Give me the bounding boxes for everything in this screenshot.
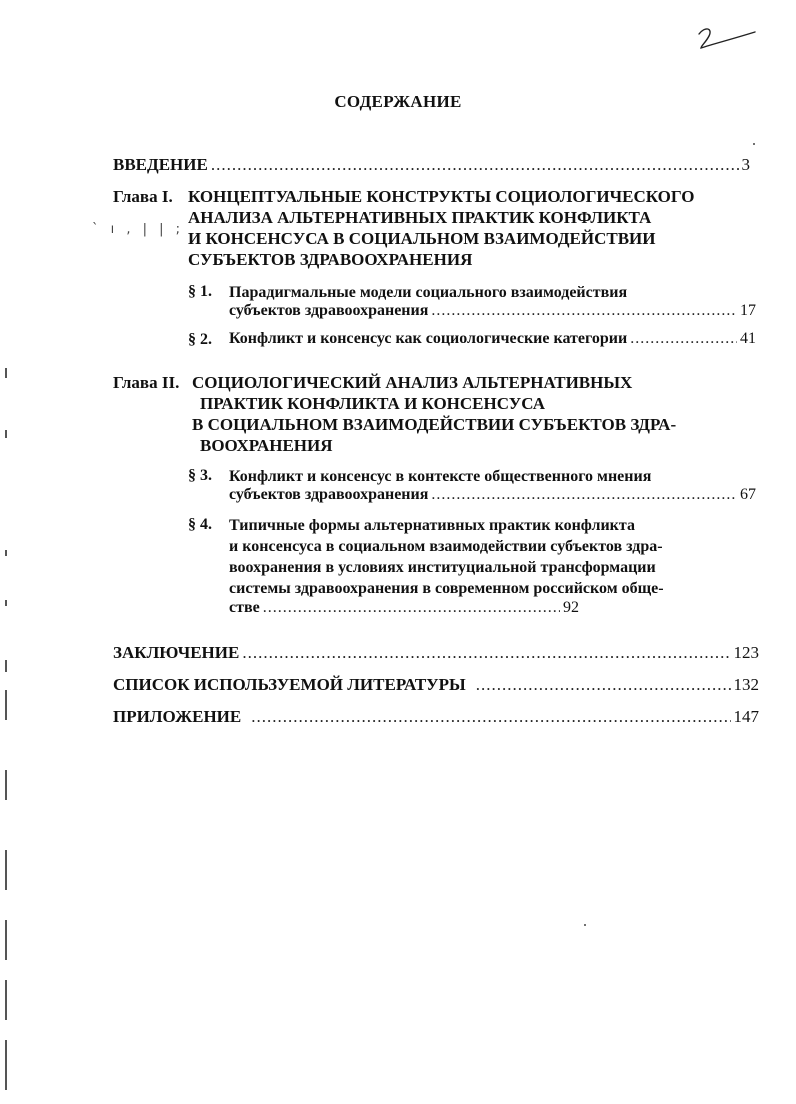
- chapter-1-title-line: КОНЦЕПТУАЛЬНЫЕ КОНСТРУКТЫ СОЦИОЛОГИЧЕСКОГО: [188, 187, 695, 206]
- toc-entry-section-4: [229, 599, 579, 617]
- toc-entry-label: субъектов здравоохранения: [229, 302, 429, 319]
- toc-entry-label: ЗАКЛЮЧЕНИЕ: [113, 643, 240, 662]
- chapter-2-label: Глава II.: [113, 373, 180, 392]
- leader-dots: [242, 643, 730, 663]
- scan-artifact: ` ı , | | ;: [92, 222, 185, 237]
- toc-entry-label: ПРИЛОЖЕНИЕ: [113, 707, 242, 726]
- section-4-title-line: и консенсуса в социальном взаимодействии субъектов здра-: [229, 538, 663, 555]
- section-4-title: [229, 515, 664, 599]
- section-3-number: § 3.: [188, 467, 212, 484]
- toc-entry-page: 3: [741, 155, 750, 174]
- toc-entry-page: 123: [733, 643, 759, 662]
- toc-entry-page: 17: [740, 302, 756, 319]
- handwritten-page-number: [695, 24, 765, 54]
- toc-entry-label: субъектов здравоохранения: [229, 486, 429, 503]
- chapter-2-title-line: ПРАКТИК КОНФЛИКТА И КОНСЕНСУСА: [200, 394, 545, 413]
- section-4-title-line: воохранения в условиях институциальной трансформации: [229, 559, 656, 576]
- scan-speck: [584, 924, 586, 926]
- toc-entry-label: СПИСОК ИСПОЛЬЗУЕМОЙ ЛИТЕРАТУРЫ: [113, 675, 466, 694]
- section-4-title-line: Типичные формы альтернативных практик конфликта: [229, 517, 635, 534]
- page-number-scribble-icon: [695, 24, 765, 54]
- toc-entry-page: 132: [733, 675, 759, 694]
- leader-dots: [431, 486, 737, 504]
- section-4-title-line: системы здравоохранения в современном российском обще-: [229, 580, 664, 597]
- toc-entry-conclusion: [113, 643, 759, 663]
- scan-speck: [753, 143, 755, 145]
- section-2-number: § 2.: [188, 331, 212, 348]
- leader-dots: [630, 330, 737, 348]
- chapter-2-title-line: ВООХРАНЕНИЯ: [200, 436, 333, 455]
- toc-entry-page: 67: [740, 486, 756, 503]
- chapter-1-title-line: И КОНСЕНСУСА В СОЦИАЛЬНОМ ВЗАИМОДЕЙСТВИИ: [188, 229, 656, 248]
- toc-entry-page: 92: [563, 599, 579, 616]
- toc-entry-section-3: [229, 486, 756, 504]
- scan-margin-artifacts: [0, 360, 20, 1100]
- toc-entry-appendix: [113, 707, 759, 727]
- section-4-number: § 4.: [188, 516, 212, 533]
- section-1-title-line: Парадигмальные модели социального взаимодействия: [229, 284, 628, 301]
- toc-entry-intro: [113, 155, 750, 175]
- toc-entry-label: Конфликт и консенсус как социологические категории: [229, 330, 628, 347]
- chapter-2-title: [192, 372, 676, 456]
- chapter-1-title-line: СУБЪЕКТОВ ЗДРАВООХРАНЕНИЯ: [188, 250, 473, 269]
- leader-dots: [431, 302, 737, 320]
- toc-entry-label: стве: [229, 599, 260, 616]
- toc-entry-references: [113, 675, 759, 695]
- toc-entry-page: 41: [740, 330, 756, 347]
- toc-entry-label: ВВЕДЕНИЕ: [113, 155, 208, 174]
- toc-entry-section-1: [229, 302, 756, 320]
- chapter-1-title-line: АНАЛИЗА АЛЬТЕРНАТИВНЫХ ПРАКТИК КОНФЛИКТА: [188, 208, 652, 227]
- section-1-number: § 1.: [188, 283, 212, 300]
- leader-dots: [251, 707, 730, 727]
- chapter-2-title-line: В СОЦИАЛЬНОМ ВЗАИМОДЕЙСТВИИ СУБЪЕКТОВ ЗДРА-: [192, 415, 677, 434]
- leader-dots: [263, 599, 560, 617]
- chapter-1-label: Глава I.: [113, 187, 173, 206]
- toc-entry-section-2: [229, 330, 756, 348]
- leader-dots: [211, 155, 739, 175]
- leader-dots: [476, 675, 731, 695]
- page-title: СОДЕРЖАНИЕ: [334, 92, 462, 111]
- chapter-2-title-line: СОЦИОЛОГИЧЕСКИЙ АНАЛИЗ АЛЬТЕРНАТИВНЫХ: [192, 373, 633, 392]
- chapter-1-title: [188, 186, 695, 270]
- section-3-title-line: Конфликт и консенсус в контексте общественного мнения: [229, 468, 652, 485]
- toc-entry-page: 147: [733, 707, 759, 726]
